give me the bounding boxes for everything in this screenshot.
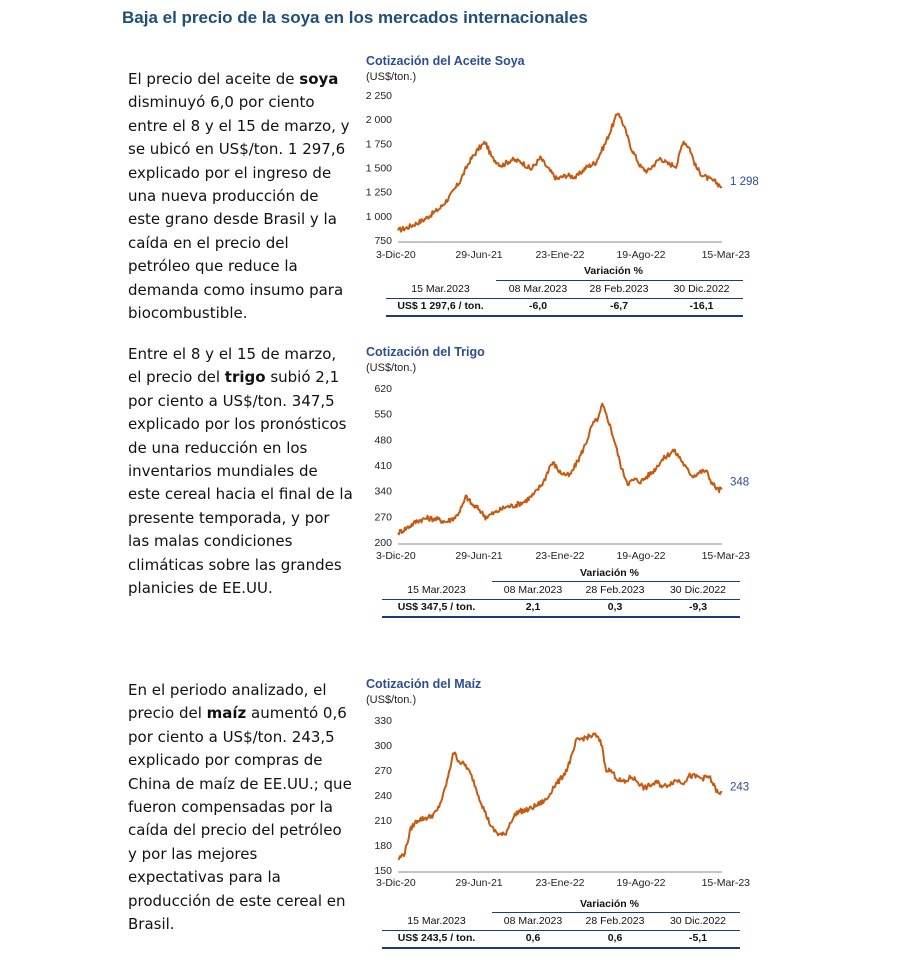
maiz-last-value-label: 243: [730, 781, 750, 794]
soya-ytick-label: 1 500: [365, 162, 392, 175]
soya-variation-table: [378, 262, 743, 317]
trigo-chart: [360, 340, 760, 562]
maiz-chart-unit: (US$/ton.): [366, 694, 417, 706]
maiz-ytick-label: 270: [374, 765, 392, 777]
maiz-var-2: 0,6: [607, 932, 623, 944]
soya-ytick-label: 2 000: [365, 114, 392, 127]
trigo-xtick-label: 3-Dic-20: [376, 550, 416, 562]
soya-ytick-label: 1 250: [365, 186, 392, 199]
maiz-ytick-label: 330: [374, 715, 392, 727]
maiz-chart-title: Cotización del Maíz: [366, 677, 482, 691]
page-title: Baja el precio de la soya en los mercados internacionales: [122, 8, 588, 27]
maiz-table-rule-mid: [382, 930, 740, 931]
trigo-price-cell: US$ 347,5 / ton.: [397, 601, 476, 613]
soya-var-1: -6,0: [528, 300, 548, 312]
trigo-table-rule-top: [492, 581, 740, 582]
soya-chart-svg: [360, 50, 760, 265]
trigo-chart-unit: (US$/ton.): [366, 362, 417, 374]
soya-xtick-label: 23-Ene-22: [535, 249, 585, 261]
trigo-var-2: 0,3: [607, 601, 623, 613]
trigo-xtick-label: 15-Mar-23: [701, 550, 750, 562]
maiz-col-2: 28 Feb.2023: [585, 915, 645, 927]
maiz-var-3: -5,1: [688, 932, 708, 944]
maiz-col-date: 15 Mar.2023: [407, 915, 466, 927]
soya-col-1: 08 Mar.2023: [508, 283, 568, 295]
soya-ytick-label: 750: [374, 235, 392, 247]
trigo-xtick-label: 29-Jun-21: [455, 550, 503, 562]
soya-xtick-label: 3-Dic-20: [376, 249, 416, 261]
trigo-ytick-label: 550: [374, 408, 392, 421]
soya-price-line: [398, 114, 722, 232]
soya-table-rule-mid: [386, 298, 743, 299]
maiz-variation-table: [378, 896, 740, 951]
maiz-chart: [360, 672, 760, 894]
trigo-ytick-label: 410: [374, 460, 392, 472]
soya-variation-header: Variación %: [584, 265, 643, 277]
trigo-table-rule-bottom: [382, 616, 740, 618]
soya-ytick-label: 1 000: [365, 210, 392, 223]
trigo-variation-table: [378, 564, 740, 619]
maiz-ytick-label: 180: [374, 840, 392, 852]
maiz-table-rule-bottom: [382, 947, 740, 949]
maiz-ytick-label: 210: [374, 815, 392, 827]
trigo-var-1: 2,1: [525, 601, 541, 613]
soya-chart-unit: (US$/ton.): [366, 71, 417, 83]
maiz-xtick-label: 15-Mar-23: [701, 877, 750, 889]
soya-var-2: -6,7: [609, 300, 629, 312]
trigo-col-3: 30 Dic.2022: [669, 584, 727, 596]
maiz-var-1: 0,6: [525, 932, 541, 944]
trigo-keyword: trigo: [224, 368, 266, 387]
trigo-ytick-label: 340: [374, 485, 392, 498]
maiz-table-rule-top: [492, 912, 740, 913]
maiz-xtick-label: 3-Dic-20: [376, 877, 416, 889]
trigo-table-rule-mid: [382, 599, 740, 600]
soya-xtick-label: 29-Jun-21: [455, 249, 503, 261]
soya-ytick-label: 2 250: [365, 90, 392, 102]
maiz-ytick-label: 300: [374, 740, 392, 752]
trigo-xtick-label: 23-Ene-22: [535, 550, 585, 562]
soya-xtick-label: 15-Mar-23: [701, 249, 750, 261]
maiz-col-3: 30 Dic.2022: [669, 915, 727, 927]
maiz-ytick-label: 150: [374, 865, 392, 877]
soya-chart: [360, 50, 760, 265]
maiz-chart-svg: [360, 672, 760, 894]
trigo-ytick-label: 480: [374, 434, 392, 447]
soya-col-2: 28 Feb.2023: [589, 283, 649, 295]
trigo-chart-title: Cotización del Trigo: [366, 345, 485, 359]
trigo-xtick-label: 19-Ago-22: [616, 550, 666, 562]
trigo-price-line: [398, 404, 722, 535]
maiz-xtick-label: 29-Jun-21: [455, 877, 503, 889]
trigo-col-2: 28 Feb.2023: [585, 584, 645, 596]
soya-table-rule-top: [496, 280, 743, 281]
trigo-col-date: 15 Mar.2023: [407, 584, 466, 596]
soya-var-3: -16,1: [689, 300, 714, 312]
maiz-col-1: 08 Mar.2023: [503, 915, 563, 927]
maiz-paragraph: En el periodo analizado, el precio del maíz aumentó 0,6 por ciento a US$/ton. 243,5 explicado por compras de China de maíz de EE.UU.; que fueron compensadas por la caída del precio del petróleo y por las mejores expectativas para la producción de este cereal en Brasil.: [128, 681, 352, 934]
trigo-ytick-label: 270: [374, 511, 392, 524]
trigo-var-3: -9,3: [688, 601, 708, 613]
soya-chart-title: Cotización del Aceite Soya: [366, 54, 525, 68]
maiz-xtick-label: 19-Ago-22: [616, 877, 666, 889]
trigo-variation-header: Variación %: [580, 567, 639, 579]
maiz-xtick-label: 23-Ene-22: [535, 877, 585, 889]
soya-keyword: soya: [299, 70, 339, 88]
soya-xtick-label: 19-Ago-22: [616, 249, 666, 261]
soya-last-value-label: 1 298: [730, 176, 759, 189]
maiz-price-cell: US$ 243,5 / ton.: [397, 932, 476, 944]
trigo-chart-svg: [360, 340, 760, 562]
trigo-last-value-label: 348: [730, 476, 750, 489]
maiz-variation-header: Variación %: [580, 898, 639, 910]
maiz-ytick-label: 240: [374, 790, 392, 802]
soya-table-rule-bottom: [386, 315, 743, 317]
soya-col-date: 15 Mar.2023: [411, 283, 470, 295]
trigo-paragraph: Entre el 8 y el 15 de marzo, el precio del trigo subió 2,1 por ciento a US$/ton. 347,5 explicado por los pronósticos de una reducción en los inventarios mundiales de este cereal hacia el final de la presente temporada, y por las malas condiciones climáticas sobre las grandes planicies de EE.UU.: [128, 345, 353, 598]
soya-col-3: 30 Dic.2022: [673, 283, 730, 295]
soya-paragraph: El precio del aceite de soya disminuyó 6,0 por ciento entre el 8 y el 15 de marzo, y se ubicó en US$/ton. 1 297,6 explicado por el ingreso de una nueva producción de este grano desde Brasil y la caída en el precio del petróleo que reduce la demanda como insumo para biocombustible.: [128, 70, 350, 323]
trigo-ytick-label: 620: [374, 383, 392, 395]
trigo-col-1: 08 Mar.2023: [503, 584, 563, 596]
trigo-ytick-label: 200: [374, 537, 392, 549]
maiz-price-line: [398, 733, 722, 859]
soya-price-cell: US$ 1 297,6 / ton.: [397, 300, 484, 312]
soya-ytick-label: 1 750: [365, 138, 392, 151]
maiz-keyword: maíz: [206, 704, 247, 723]
